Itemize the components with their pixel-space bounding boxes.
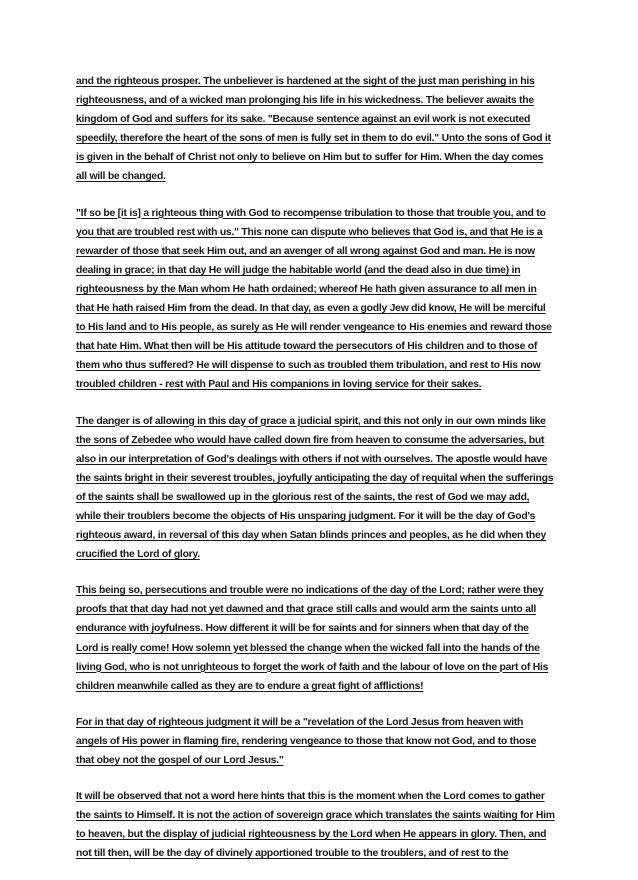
text-line: not till then, will be the day of divinely apportioned trouble to the troublers, and of rest to the	[76, 848, 509, 860]
text-line: the saints bright in their severest troubles, joyfully anticipating the day of requital when the sufferings	[76, 472, 554, 484]
text-line: living God, who is not unrighteous to forget the work of faith and the labour of love on the part of His	[76, 661, 549, 673]
text-line: all will be changed.	[76, 171, 166, 183]
text-line: endurance with joyfulness. How different it will be for saints and for sinners when that day of the	[76, 623, 529, 635]
text-line: that He hath raised Him from the dead. In that day, as even a godly Jew did know, He will be merciful	[76, 303, 546, 315]
text-line: kingdom of God and suffers for its sake. "Because sentence against an evil work is not executed	[76, 114, 531, 126]
text-line: righteousness, and of a wicked man prolonging his life in his wickedness. The believer awaits the	[76, 95, 534, 107]
text-line: This being so, persecutions and trouble were no indications of the day of the Lord; rather were they	[76, 585, 544, 597]
paragraph	[76, 713, 568, 770]
text-line: dealing in grace; in that day He will judge the habitable world (and the dead also in due time) in	[76, 264, 521, 276]
text-line: you that are troubled rest with us." This none can dispute who believes that God is, and that He is a	[76, 226, 543, 238]
text-line: rewarder of those that seek Him out, and an avenger of all wrong against God and man. He is now	[76, 245, 535, 257]
text-line: to heaven, but the display of judicial righteousness by the Lord when He appears in glory. Then, and	[76, 829, 547, 841]
text-line: to His land and to His people, as surely as He will render vengeance to His enemies and reward those	[76, 322, 552, 334]
text-line: Lord is really come! How solemn yet blessed the change when the wicked fall into the hands of the	[76, 642, 540, 654]
text-line: troubled children - rest with Paul and His companions in loving service for their sakes.	[76, 379, 482, 391]
text-line: It will be observed that not a word here hints that this is the moment when the Lord comes to gather	[76, 791, 545, 803]
text-line: and the righteous prosper. The unbeliever is hardened at the sight of the just man perishing in his	[76, 76, 535, 87]
text-line: crucified the Lord of glory.	[76, 549, 200, 561]
text-line: is given in the behalf of Christ not only to believe on Him but to suffer for Him. When the day comes	[76, 152, 544, 164]
text-line: that obey not the gospel of our Lord Jesus."	[76, 755, 284, 766]
paragraph	[76, 204, 568, 395]
text-line: righteousness by the Man whom He hath ordained; whereof He hath given assurance to all men in	[76, 283, 537, 295]
text-line: the sons of Zebedee who would have called down fire from heaven to consume the adversaries, but	[76, 434, 545, 446]
text-line: children meanwhile called as they are to endure a great fight of afflictions!	[76, 680, 424, 692]
text-line: while their troublers become the objects of His unsparing judgment. For it will be the day of God's	[76, 510, 536, 522]
text-line: angels of His power in flaming fire, rendering vengeance to those that know not God, and to those	[76, 735, 537, 747]
text-line: speedily, therefore the heart of the sons of men is fully set in them to do evil." Unto the sons of God it	[76, 133, 551, 145]
document-page	[76, 72, 568, 880]
text-line: righteous award, in reversal of this day when Satan blinds princes and peoples, as he did when they	[76, 530, 547, 542]
paragraph	[76, 412, 568, 565]
text-line: of the saints shall be swallowed up in the glorious rest of the saints, the rest of God we may add,	[76, 491, 530, 503]
paragraph	[76, 787, 568, 863]
paragraph	[76, 72, 568, 187]
text-line: them who thus suffered? He will dispense to such as troubled them tribulation, and rest to His now	[76, 360, 541, 372]
text-line: "If so be [it is] a righteous thing with God to recompense tribulation to those that trouble you, and to	[76, 207, 546, 219]
text-line: The danger is of allowing in this day of grace a judicial spirit, and this not only in our own minds like	[76, 415, 546, 427]
paragraph	[76, 581, 568, 696]
text-line: that hate Him. What then will be His attitude toward the persecutors of His children and to those of	[76, 341, 538, 353]
text-line: also in our interpretation of God's dealings with others if not with ourselves. The apostle would have	[76, 453, 548, 465]
text-line: For in that day of righteous judgment it will be a "revelation of the Lord Jesus from heaven with	[76, 716, 524, 728]
text-line: proofs that that day had not yet dawned and that grace still calls and would arm the saints unto all	[76, 604, 536, 616]
text-line: the saints to Himself. It is not the action of sovereign grace which translates the saints waiting for Him	[76, 810, 555, 822]
